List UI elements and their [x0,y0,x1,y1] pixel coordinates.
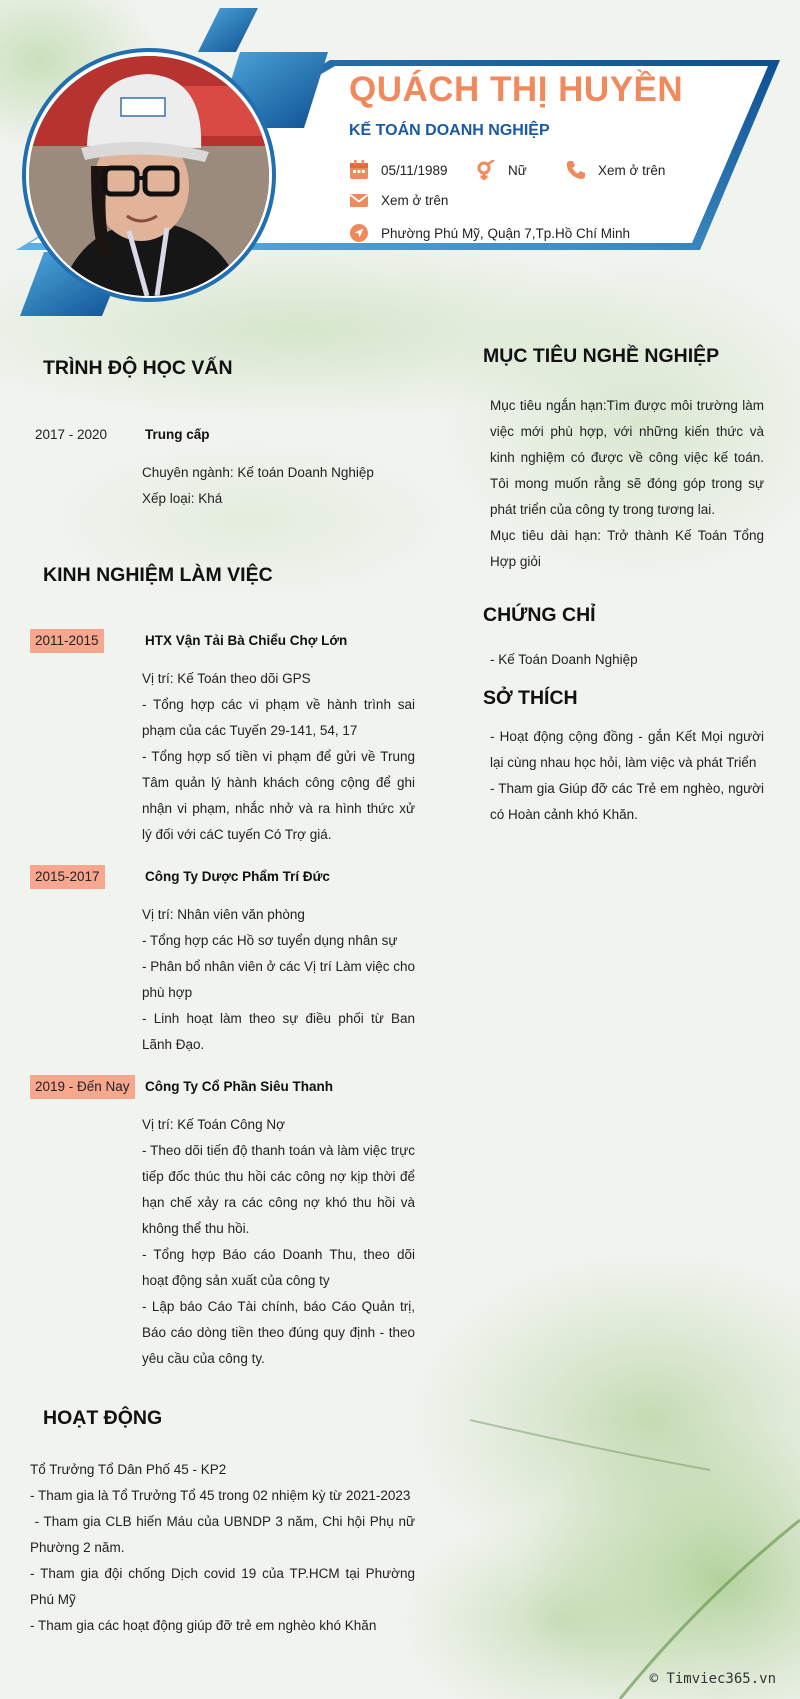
address-value: Phường Phú Mỹ, Quận 7,Tp.Hồ Chí Minh [381,225,631,241]
certificates-title: CHỨNG CHỈ [483,604,596,626]
job-period: 2015-2017 [30,865,105,889]
gender-row [476,160,527,180]
gender-icon [476,160,496,180]
experience-title: KINH NGHIỆM LÀM VIỆC [43,564,273,586]
long-term-goal: Mục tiêu dài hạn: Trở thành Kế Toán Tổng Hợp giỏi [490,528,764,569]
activities-title: HOẠT ĐỘNG [43,1407,163,1429]
certificates-list [490,647,764,673]
watermark: © Timviec365.vn [649,1671,776,1687]
avatar [29,56,269,296]
job-company: Công Ty Dược Phẩm Trí Đức [145,869,330,884]
hobbies-title: SỞ THÍCH [483,687,578,709]
job-company: HTX Vận Tải Bà Chiểu Chợ Lớn [145,633,348,648]
hobbies-list [490,724,764,828]
job-duty: - Phân bổ nhân viên ở các Vị trí Làm việc cho phù hợp [142,959,415,1000]
objective-title: MỤC TIÊU NGHỀ NGHIỆP [483,345,720,367]
job-duty: - Tổng hợp các Hồ sơ tuyển dụng nhân sự [142,933,398,948]
job-details [142,1112,415,1372]
job-position: Vị trí: Nhân viên văn phòng [142,907,305,922]
job-details [142,666,415,848]
location-icon [349,223,369,243]
hobby-item: - Hoạt động cộng đồng - gắn Kết Mọi người lại cùng nhau học hỏi, làm việc và phát Triển [490,729,764,770]
job-details [142,902,415,1058]
phone-icon [566,160,586,180]
education-major: Chuyên ngành: Kế toán Doanh Nghiệp [142,465,374,480]
certificate-item: - Kế Toán Doanh Nghiệp [490,652,638,667]
calendar-icon [349,160,369,180]
job-company: Công Ty Cổ Phần Siêu Thanh [145,1079,333,1094]
job-duty: - Theo dõi tiến độ thanh toán và làm việc trực tiếp đốc thúc thu hồi các công nợ kịp thời để hạn chế xảy ra các công nợ khó thu hồi và không thể thu hồi. [142,1143,415,1236]
candidate-name: QUÁCH THỊ HUYỀN [349,70,684,109]
objective-text [490,393,764,575]
job-duty: - Tổng hợp Báo cáo Doanh Thu, theo dõi hoạt động sản xuất của công ty [142,1247,415,1288]
address-row [349,223,630,243]
education-details [142,460,422,512]
short-term-goal: Mục tiêu ngắn hạn:Tìm được môi trường làm việc mới phù hợp, với những kiến thức và kinh nghiệm có được về công việc kế toán. Tôi mong muốn rằng sẽ đóng góp trong sự phát triển của công ty trong tương lai. [490,398,764,517]
birthday-value: 05/11/1989 [381,162,448,178]
education-period: 2017 - 2020 [35,427,108,442]
email-value: Xem ở trên [381,192,449,208]
education-level: Trung cấp [145,427,210,442]
job-period: 2011-2015 [30,629,104,653]
job-position: Vị trí: Kế Toán Công Nợ [142,1117,285,1132]
activities-list [30,1457,419,1639]
education-grade: Xếp loại: Khá [142,491,223,506]
job-position: Vị trí: Kế Toán theo dõi GPS [142,671,311,686]
activity-item: - Tham gia là Tổ Trưởng Tổ 45 trong 02 nhiệm kỳ từ 2021-2023 [30,1488,411,1503]
job-period: 2019 - Đến Nay [30,1075,135,1099]
job-duty: - Linh hoạt làm theo sự điều phối từ Ban Lãnh Đạo. [142,1011,415,1052]
email-row [349,190,448,210]
job-title: KẾ TOÁN DOANH NGHIỆP [349,122,550,139]
activity-item: - Tham gia CLB hiến Máu của UBNDP 3 năm, Chi hội Phụ nữ Phường 2 năm. [30,1514,419,1555]
activity-item: Tổ Trưởng Tổ Dân Phố 45 - KP2 [30,1462,227,1477]
activity-item: - Tham gia đội chống Dịch covid 19 của TP.HCM tại Phường Phú Mỹ [30,1566,415,1607]
job-duty: - Tổng hợp số tiền vi phạm để gửi về Trung Tâm quản lý hành khách công cộng để ghi nhận vi phạm, nhắc nhở và ra hình thức xử lý đối với cáC tuyến Có Trợ giá. [142,749,415,842]
phone-row [566,160,665,180]
activity-item: - Tham gia các hoạt động giúp đỡ trẻ em nghèo khó Khăn [30,1618,377,1633]
job-duty: - Lập báo Cáo Tài chính, báo Cáo Quản trị, Báo cáo dòng tiền theo đúng quy định - theo yêu cầu của công ty. [142,1299,415,1366]
gender-value: Nữ [508,162,527,178]
education-title: TRÌNH ĐỘ HỌC VẤN [43,357,233,379]
hobby-item: - Tham gia Giúp đỡ các Trẻ em nghèo, người có Hoàn cảnh khó Khăn. [490,781,764,822]
phone-value: Xem ở trên [598,162,666,178]
birthday-row [349,160,448,180]
job-duty: - Tổng hợp các vi phạm về hành trình sai phạm của các Tuyến 29-141, 54, 17 [142,697,415,738]
envelope-icon [349,190,369,210]
